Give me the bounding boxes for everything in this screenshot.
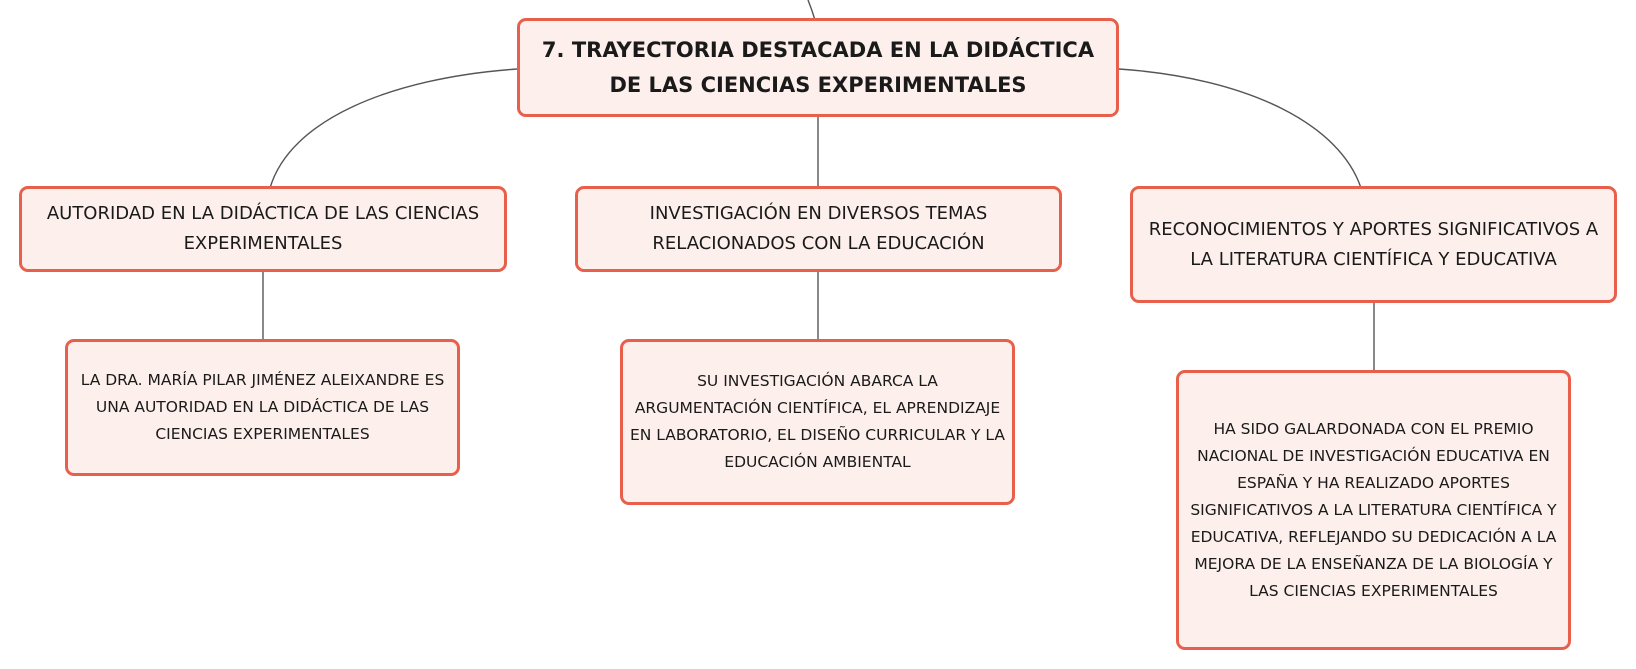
branch-node-label: RECONOCIMIENTOS Y APORTES SIGNIFICATIVOS A LA LITERATURA CIENTÍFICA Y EDUCATIVA	[1148, 218, 1599, 270]
root-node[interactable]	[517, 18, 1119, 117]
connector-incoming	[808, 0, 815, 20]
branch-node-research[interactable]	[575, 186, 1062, 272]
detail-node-authority[interactable]	[65, 339, 460, 476]
detail-node-text: HA SIDO GALARDONADA CON EL PREMIO NACIONAL DE INVESTIGACIÓN EDUCATIVA EN ESPAÑA Y HA REALIZADO APORTES SIGNIFICATIVOS A LA LITERATURA CIENTÍFICA Y EDUCATIVA, REFLEJANDO SU DEDICACIÓN A LA MEJORA DE LA ENSEÑANZA DE LA BIOLOGÍA Y LAS CIENCIAS EXPERIMENTALES	[1190, 419, 1557, 600]
detail-node-text: SU INVESTIGACIÓN ABARCA LA ARGUMENTACIÓN CIENTÍFICA, EL APRENDIZAJE EN LABORATORIO, EL DISEÑO CURRICULAR Y LA EDUCACIÓN AMBIENTAL	[629, 372, 1006, 471]
root-node-title: 7. TRAYECTORIA DESTACADA EN LA DIDÁCTICA DE LAS CIENCIAS EXPERIMENTALES	[541, 37, 1095, 97]
detail-node-recognition[interactable]	[1176, 370, 1571, 650]
connector-root-to-branch-3	[1119, 69, 1361, 188]
connector-root-to-branch-1	[270, 69, 517, 188]
branch-node-label: INVESTIGACIÓN EN DIVERSOS TEMAS RELACIONADOS CON LA EDUCACIÓN	[649, 203, 988, 254]
branch-node-authority[interactable]	[19, 186, 507, 272]
detail-node-research[interactable]	[620, 339, 1015, 505]
branch-node-label: AUTORIDAD EN LA DIDÁCTICA DE LAS CIENCIAS EXPERIMENTALES	[46, 203, 480, 254]
branch-node-recognition[interactable]	[1130, 186, 1617, 303]
detail-node-text: LA DRA. MARÍA PILAR JIMÉNEZ ALEIXANDRE ES UNA AUTORIDAD EN LA DIDÁCTICA DE LAS CIENCIAS EXPERIMENTALES	[80, 371, 445, 443]
